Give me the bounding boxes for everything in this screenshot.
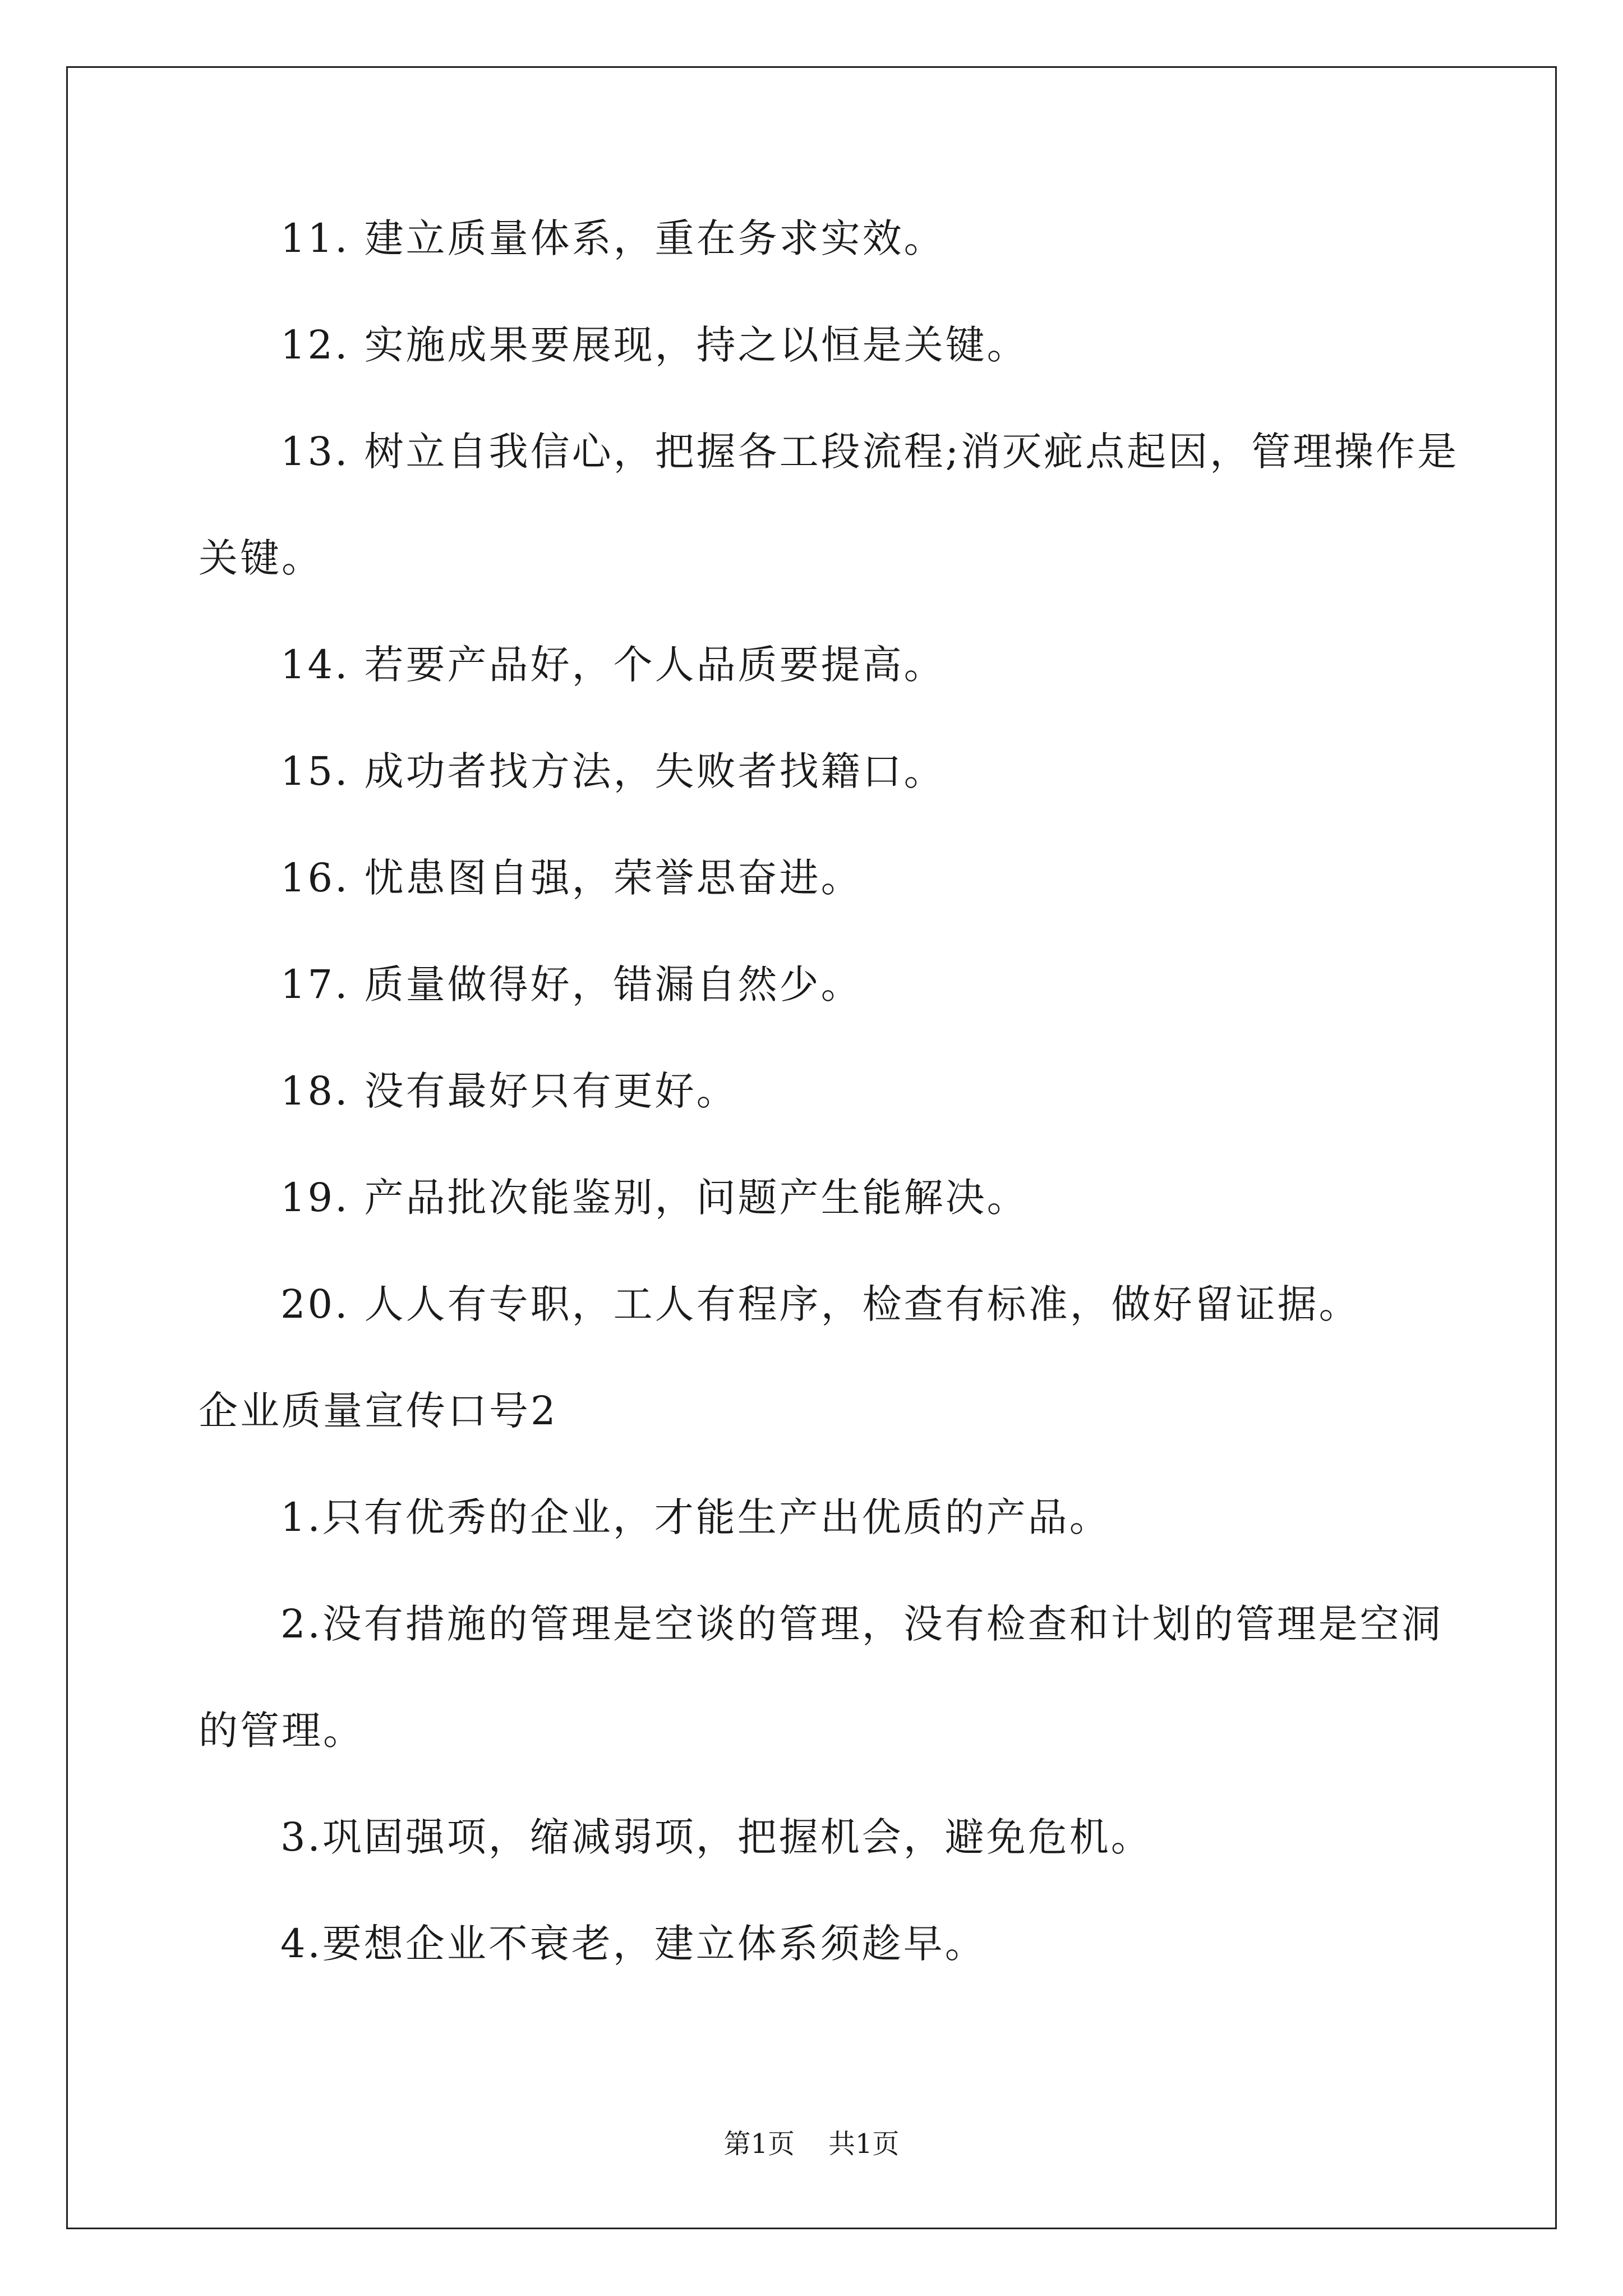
text-line: 2.没有措施的管理是空谈的管理，没有检查和计划的管理是空洞 [280, 1601, 1443, 1647]
text-line: 15. 成功者找方法，失败者找籍口。 [280, 748, 946, 794]
text-line: 4.要想企业不衰老，建立体系须趁早。 [280, 1921, 986, 1967]
section-heading: 企业质量宣传口号2 [199, 1388, 558, 1434]
page-total: 共1页 [828, 2128, 900, 2160]
text-line: 19. 产品批次能鉴别，问题产生能解决。 [280, 1175, 1029, 1221]
page-number: 第1页 [723, 2128, 795, 2160]
text-line: 3.巩固强项，缩减弱项，把握机会，避免危机。 [280, 1814, 1152, 1860]
document-body [199, 215, 1459, 1967]
text-line: 的管理。 [199, 1708, 365, 1754]
text-line: 关键。 [199, 535, 323, 581]
text-line: 1.只有优秀的企业，才能生产出优质的产品。 [280, 1494, 1111, 1540]
text-line: 11. 建立质量体系，重在务求实效。 [280, 215, 946, 261]
text-line: 18. 没有最好只有更好。 [280, 1068, 738, 1114]
text-line: 13. 树立自我信心，把握各工段流程;消灭疵点起因，管理操作是 [280, 429, 1459, 475]
text-line: 17. 质量做得好，错漏自然少。 [280, 961, 863, 1007]
text-line: 12. 实施成果要展现，持之以恒是关键。 [280, 322, 1029, 368]
text-line: 14. 若要产品好，个人品质要提高。 [280, 642, 946, 688]
page-footer [0, 2128, 1623, 2160]
text-line: 16. 忧患图自强，荣誉思奋进。 [280, 855, 863, 901]
text-line: 20. 人人有专职，工人有程序，检查有标准，做好留证据。 [280, 1281, 1361, 1327]
